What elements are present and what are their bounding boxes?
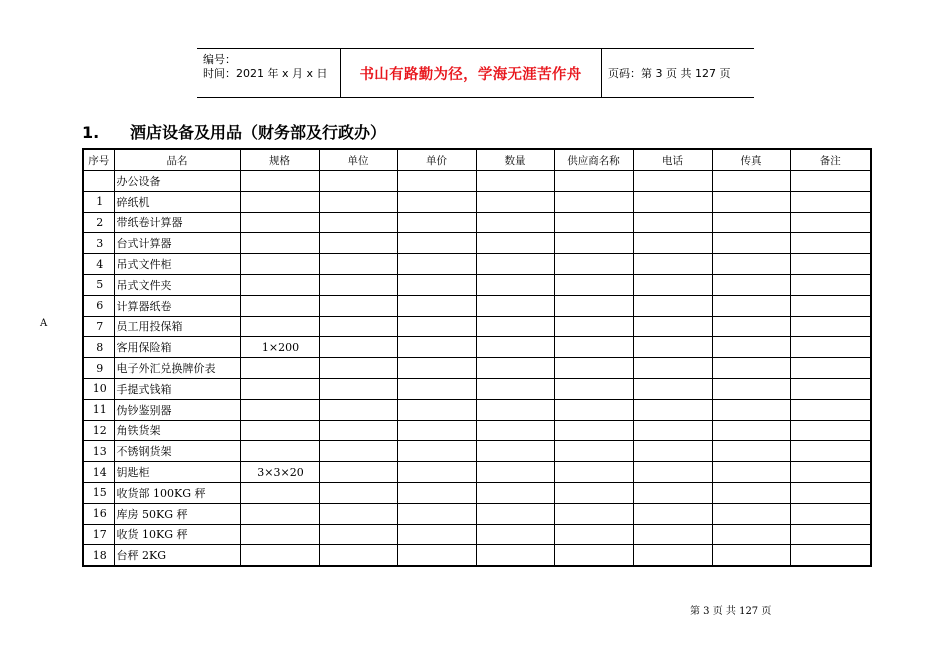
table-cell [790,254,871,275]
table-cell [83,171,114,192]
table-cell [476,171,554,192]
item-name: 碎纸机 [114,191,240,212]
table-row [83,503,871,524]
row-number: 7 [83,316,114,337]
table-cell [319,254,397,275]
table-cell [712,545,790,566]
item-name: 台秤 2KG [114,545,240,566]
margin-marker: A [40,318,48,329]
table-cell [712,337,790,358]
table-row [83,441,871,462]
row-number: 16 [83,503,114,524]
table-row [83,399,871,420]
table-cell [633,503,712,524]
table-cell [319,378,397,399]
table-cell [397,378,476,399]
table-row [83,378,871,399]
item-name: 员工用投保箱 [114,316,240,337]
table-cell [633,254,712,275]
table-cell [554,420,633,441]
table-cell [790,316,871,337]
table-cell [319,295,397,316]
table-cell [554,399,633,420]
table-cell [712,274,790,295]
table-cell [397,337,476,358]
table-cell [476,524,554,545]
table-cell [397,462,476,483]
table-cell [554,295,633,316]
equipment-table [82,148,872,567]
table-cell [319,171,397,192]
column-header: 单价 [397,149,476,171]
table-cell [476,295,554,316]
table-cell [554,191,633,212]
table-cell [633,524,712,545]
table-cell [319,191,397,212]
item-name: 收货 10KG 秤 [114,524,240,545]
table-cell [319,233,397,254]
table-cell [319,482,397,503]
table-cell [319,462,397,483]
item-name: 钥匙柜 [114,462,240,483]
item-name: 计算器纸卷 [114,295,240,316]
table-cell [476,233,554,254]
page-code: 页码：第 3 页 共 127 页 [608,67,731,80]
item-name: 手提式钱箱 [114,378,240,399]
table-cell [319,441,397,462]
table-cell [397,212,476,233]
table-cell [476,399,554,420]
table-cell [554,254,633,275]
table-cell [319,503,397,524]
table-cell [633,212,712,233]
table-cell [633,191,712,212]
item-spec: 1×200 [240,337,319,358]
table-cell [633,378,712,399]
header-meta-cell [197,49,341,97]
table-cell [397,399,476,420]
table-cell [554,462,633,483]
table-cell [790,420,871,441]
row-number: 18 [83,545,114,566]
item-spec [240,503,319,524]
table-cell [397,358,476,379]
item-spec: 3×3×20 [240,462,319,483]
table-cell [554,212,633,233]
table-cell [397,420,476,441]
table-cell [790,441,871,462]
item-name: 伪钞鉴别器 [114,399,240,420]
table-cell [712,316,790,337]
table-row [83,482,871,503]
table-cell [633,274,712,295]
row-number: 9 [83,358,114,379]
table-row [83,191,871,212]
table-cell [633,420,712,441]
item-name: 角铁货架 [114,420,240,441]
table-row [83,420,871,441]
row-number: 17 [83,524,114,545]
table-cell [319,399,397,420]
table-cell [476,274,554,295]
table-cell [476,378,554,399]
table-cell [554,524,633,545]
row-number: 1 [83,191,114,212]
table-cell [554,171,633,192]
table-cell [712,191,790,212]
motto-text: 书山有路勤为径，学海无涯苦作舟 [359,66,582,83]
table-cell [633,545,712,566]
table-cell [554,274,633,295]
row-number: 13 [83,441,114,462]
table-cell [554,233,633,254]
table-cell [476,503,554,524]
table-cell [397,171,476,192]
table-cell [476,337,554,358]
table-cell [476,358,554,379]
table-cell [712,420,790,441]
table-cell [790,503,871,524]
page-header [197,48,754,98]
table-row [83,316,871,337]
item-name: 电子外汇兑换牌价表 [114,358,240,379]
table-cell [633,358,712,379]
table-cell [554,316,633,337]
section-number: 1. [82,123,100,142]
table-cell [397,545,476,566]
page-footer: 第 3 页 共 127 页 [690,606,772,617]
row-number: 5 [83,274,114,295]
table-cell [476,316,554,337]
table-cell [712,295,790,316]
table-cell [476,545,554,566]
item-spec [240,254,319,275]
item-spec [240,399,319,420]
row-number: 12 [83,420,114,441]
table-cell [397,274,476,295]
table-row [83,254,871,275]
item-name: 客用保险箱 [114,337,240,358]
table-cell [319,524,397,545]
table-row [83,212,871,233]
table-cell [712,462,790,483]
table-cell [319,545,397,566]
table-row [83,274,871,295]
table-cell [790,337,871,358]
table-cell [554,378,633,399]
table-cell [790,191,871,212]
table-cell [712,254,790,275]
row-number: 14 [83,462,114,483]
table-cell [397,316,476,337]
table-cell [319,358,397,379]
column-header: 规格 [240,149,319,171]
table-cell [633,462,712,483]
category-row [83,171,871,192]
header-page-cell [602,49,754,97]
item-spec [240,441,319,462]
table-cell [554,337,633,358]
item-spec [240,316,319,337]
table-cell [790,295,871,316]
section-title-text: 酒店设备及用品（财务部及行政办） [130,123,387,142]
column-header: 电话 [633,149,712,171]
table-cell [712,399,790,420]
table-cell [319,420,397,441]
table-cell [633,399,712,420]
table-cell [712,171,790,192]
table-cell [712,378,790,399]
table-cell [633,337,712,358]
section-title [82,120,386,143]
date-label: 时间：2021 年 x 月 x 日 [203,67,328,80]
item-name: 台式计算器 [114,233,240,254]
item-name: 不锈钢货架 [114,441,240,462]
table-cell [397,191,476,212]
item-spec [240,524,319,545]
column-header: 序号 [83,149,114,171]
row-number: 15 [83,482,114,503]
item-name: 带纸卷计算器 [114,212,240,233]
table-cell [790,233,871,254]
table-cell [712,524,790,545]
table-row [83,524,871,545]
table-cell [554,482,633,503]
item-spec [240,274,319,295]
table-cell [712,441,790,462]
table-cell [633,295,712,316]
table-header-row [83,149,871,171]
table-cell [633,316,712,337]
table-cell [397,524,476,545]
table-cell [790,358,871,379]
table-cell [633,171,712,192]
table-cell [476,462,554,483]
table-cell [319,274,397,295]
row-number: 3 [83,233,114,254]
table-cell [712,212,790,233]
column-header: 备注 [790,149,871,171]
table-cell [790,378,871,399]
item-name: 吊式文件夹 [114,274,240,295]
header-motto-cell [340,49,602,97]
table-row [83,462,871,483]
column-header: 数量 [476,149,554,171]
table-cell [397,295,476,316]
table-cell [554,503,633,524]
table-cell [397,482,476,503]
table-cell [397,233,476,254]
column-header: 单位 [319,149,397,171]
table-cell [790,171,871,192]
item-spec [240,378,319,399]
table-cell [790,482,871,503]
item-spec [240,212,319,233]
table-row [83,295,871,316]
table-row [83,358,871,379]
column-header: 品名 [114,149,240,171]
table-cell [554,358,633,379]
table-cell [476,441,554,462]
table-cell [790,399,871,420]
table-cell [476,212,554,233]
table-cell [790,462,871,483]
row-number: 8 [83,337,114,358]
item-spec [240,545,319,566]
row-number: 4 [83,254,114,275]
table-cell [712,358,790,379]
table-cell [476,420,554,441]
table-cell [397,441,476,462]
table-cell [476,191,554,212]
item-spec [240,191,319,212]
item-name: 吊式文件柜 [114,254,240,275]
table-row [83,545,871,566]
category-label: 办公设备 [114,171,240,192]
table-cell [397,503,476,524]
table-cell [633,482,712,503]
item-name: 库房 50KG 秤 [114,503,240,524]
serial-label: 编号： [203,53,236,66]
table-cell [554,441,633,462]
item-name: 收货部 100KG 秤 [114,482,240,503]
table-cell [790,212,871,233]
table-cell [790,545,871,566]
item-spec [240,358,319,379]
row-number: 2 [83,212,114,233]
column-header: 供应商名称 [554,149,633,171]
item-spec [240,420,319,441]
table-cell [633,233,712,254]
table-cell [476,254,554,275]
table-cell [319,212,397,233]
table-cell [790,274,871,295]
table-cell [633,441,712,462]
table-cell [712,233,790,254]
item-spec [240,482,319,503]
row-number: 6 [83,295,114,316]
table-cell [319,316,397,337]
table-cell [712,503,790,524]
item-spec [240,295,319,316]
row-number: 11 [83,399,114,420]
table-cell [712,482,790,503]
table-cell [240,171,319,192]
table-cell [554,545,633,566]
table-body [83,171,871,567]
table-row [83,337,871,358]
row-number: 10 [83,378,114,399]
column-header: 传真 [712,149,790,171]
table-row [83,233,871,254]
table-cell [476,482,554,503]
table-cell [319,337,397,358]
table-cell [790,524,871,545]
item-spec [240,233,319,254]
table-cell [397,254,476,275]
